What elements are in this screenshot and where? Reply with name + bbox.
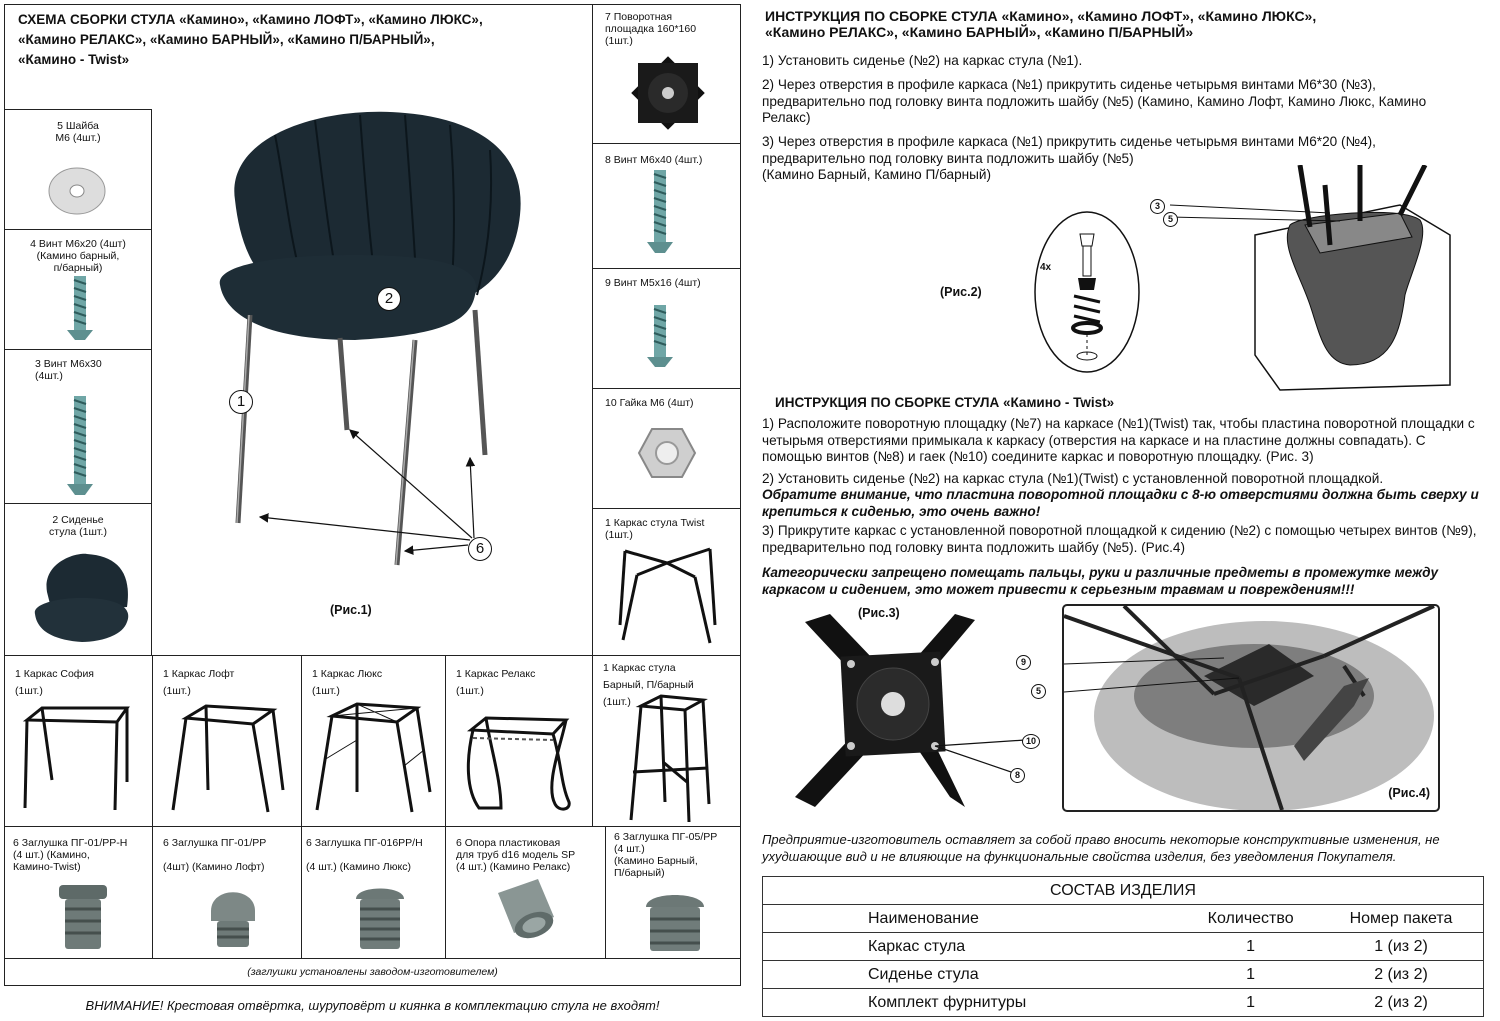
twist-step-1: 1) Расположите поворотную площадку (№7) на каркасе (№1)(Twist) так, чтобы пластина поворотной площадки с четырьмя отверстиями примыкала к каркасу (отверстия на каркасе и на пластине должны совпадать). С помощью винтов (№8) и гаек (№10) соедините каркас и поворотную площадку. (Рис. 3) (762, 416, 1475, 465)
part-cell-nut (592, 388, 741, 509)
row-name: Каркас стула (763, 933, 1183, 961)
frame-label-loft: 1 Каркас Лофт (1шт.) (163, 668, 235, 697)
plugs-note: (заглушки установлены заводом-изготовителем) (4, 958, 741, 986)
callout-plugs: 6 (468, 537, 492, 561)
callout-seat: 2 (377, 287, 401, 311)
fig4-caption: (Рис.4) (1388, 786, 1430, 800)
part-label-twist-frame: 1 Каркас стула Twist (1шт.) (605, 517, 705, 541)
part-cell-seat (4, 503, 152, 656)
fig2-qty: 4x (1040, 262, 1052, 273)
plug-icon (203, 881, 263, 951)
part-label-washer: 5 Шайба М6 (4шт.) (55, 120, 101, 144)
twist-frame-icon (615, 545, 720, 650)
step-1: 1) Установить сиденье (№2) на каркас стула (№1). (762, 53, 1083, 68)
part-label-screw-m6x40: 8 Винт М6х40 (4шт.) (605, 154, 703, 166)
attention-note: ВНИМАНИЕ! Крестовая отвёртка, шуруповёрт и киянка в комплектацию стула не входят! (85, 998, 660, 1013)
part-label-seat: 2 Сиденье стула (1шт.) (49, 514, 107, 538)
header-qty: Количество (1182, 905, 1319, 933)
fig3-caption: (Рис.3) (858, 606, 900, 620)
frame-sofia-icon (17, 700, 137, 815)
frame-cell-sofia (4, 655, 153, 827)
part-cell-screw-m6x30 (4, 349, 152, 504)
nut-icon (637, 425, 697, 481)
step-2: 2) Через отверстия в профиле каркаса (№1) прикрутить сиденье четырьмя винтами М6*30 (№3), предварительно под головку винта подложить шайбу (№5) (Камино, Камино Лофт, Камино Люкс, Камино Релакс) (762, 77, 1427, 126)
table-row (763, 933, 1484, 961)
part-cell-washer (4, 109, 152, 230)
step-3: 3) Через отверстия в профиле каркаса (№1) прикрутить сиденье четырьмя винтами М6*20 (№4), предварительно под головку винта подложить шайбу (№5) (Камино Барный, Камино П/барный) (762, 134, 1376, 183)
row-qty: 1 (1182, 961, 1319, 989)
fig4-illustration (1064, 606, 1438, 810)
header-package: Номер пакета (1319, 905, 1484, 933)
frame-cell-relax (445, 655, 593, 827)
fig2-label-5: 5 (1163, 212, 1178, 227)
plug-icon (53, 883, 113, 953)
frame-label-lux: 1 Каркас Люкс (1шт.) (312, 668, 383, 697)
row-package: 2 (из 2) (1319, 989, 1484, 1017)
header-name: Наименование (763, 905, 1183, 933)
fig2-caption: (Рис.2) (940, 285, 982, 299)
part-label-swivel-plate: 7 Поворотная площадка 160*160 (1шт.) (605, 11, 697, 47)
swivel-plate-icon (628, 53, 708, 133)
composition-table (762, 876, 1484, 1017)
plug-cell-1 (4, 826, 153, 959)
fig3-label-10: 10 (1022, 734, 1040, 749)
frame-cell-loft (152, 655, 302, 827)
part-label-screw-m6x30: 3 Винт М6х30 (4шт.) (35, 358, 102, 382)
row-qty: 1 (1182, 989, 1319, 1017)
frame-loft-icon (168, 700, 288, 820)
plug-cell-4 (445, 826, 606, 959)
fig4-label-5: 5 (1031, 684, 1046, 699)
frame-cell-lux (301, 655, 446, 827)
twist-step-2-warning: Обратите внимание, что пластина поворотной площадки с 8-ю отверстиями должна быть сверху и крепиться к сиденью, это очень важно! (762, 487, 1479, 519)
frame-relax-icon (461, 700, 581, 820)
twist-instruction-title: ИНСТРУКЦИЯ ПО СБОРКЕ СТУЛА «Камино - Twist» (775, 395, 1115, 410)
frame-label-relax: 1 Каркас Релакс (1шт.) (456, 668, 536, 697)
table-caption-row (763, 877, 1484, 905)
plug-label-2: 6 Заглушка ПГ-01/РР (4шт) (Камино Лофт) (163, 837, 267, 873)
manufacturer-disclaimer: Предприятие-изготовитель оставляет за собой право вносить некоторые конструктивные изменения, не ухудшающие вид и не влияющие на функциональные свойства изделия, без уведомления Покупателя. (762, 832, 1440, 864)
row-qty: 1 (1182, 933, 1319, 961)
row-package: 2 (из 2) (1319, 961, 1484, 989)
part-label-screw-m5x16: 9 Винт М5х16 (4шт) (605, 277, 701, 289)
part-cell-swivel-plate (592, 4, 741, 144)
row-name: Комплект фурнитуры (763, 989, 1183, 1017)
fig2-label-3: 3 (1150, 199, 1165, 214)
row-name: Сиденье стула (763, 961, 1183, 989)
part-cell-twist-frame (592, 508, 741, 657)
frame-cell-bar (592, 655, 741, 827)
plug-label-4: 6 Опора пластиковая для труб d16 модель SP (4 шт.) (Камино Релакс) (456, 837, 576, 873)
chair-illustration (155, 95, 585, 585)
plug-cell-5 (605, 826, 741, 959)
plug-icon (350, 883, 410, 953)
washer-icon (47, 165, 107, 215)
part-cell-screw-m6x40 (592, 143, 741, 269)
plug-label-5: 6 Заглушка ПГ-05/РР (4 шт.) (Камино Барный, П/барный) (614, 831, 718, 879)
fig2-detail (1030, 210, 1145, 375)
safety-warning: Категорически запрещено помещать пальцы, руки и различные предметы в промежутке между каркасом и сидением, это может привести к серьезным травмам и повреждениям!!! (762, 565, 1439, 597)
frame-label-sofia: 1 Каркас София (1шт.) (15, 668, 94, 697)
assembly-scheme-title: СХЕМА СБОРКИ СТУЛА «Камино», «Камино ЛОФТ», «Камино ЛЮКС», «Камино РЕЛАКС», «Камино БАРНЫЙ», «Камино П/БАРНЫЙ», «Камино - Twist» (18, 12, 483, 67)
table-row (763, 961, 1484, 989)
plug-cell-3 (301, 826, 446, 959)
twist-step-2: 2) Установить сиденье (№2) на каркас стула (№1)(Twist) с установленной поворотной площадкой. (762, 471, 1384, 486)
plug-cell-2 (152, 826, 302, 959)
fig4-frame (1062, 604, 1440, 812)
frame-label-bar: 1 Каркас стула Барный, П/барный (1шт.) (603, 662, 694, 708)
callout-frame: 1 (229, 390, 253, 414)
part-cell-screw-m6x20 (4, 229, 152, 350)
fig3-label-8: 8 (1010, 768, 1025, 783)
part-cell-screw-m5x16 (592, 268, 741, 389)
screw-icon (65, 394, 95, 500)
table-caption: СОСТАВ ИЗДЕЛИЯ (763, 877, 1484, 905)
plug-icon (642, 889, 708, 955)
plug-label-3: 6 Заглушка ПГ-016РР/Н (4 шт.) (Камино Люкс) (306, 837, 423, 873)
frame-bar-icon (623, 692, 718, 827)
plug-label-1: 6 Заглушка ПГ-01/РР-Н (4 шт.) (Камино, Камино-Twist) (13, 837, 128, 873)
screw-icon (645, 168, 675, 258)
row-package: 1 (из 2) (1319, 933, 1484, 961)
fig4-label-9: 9 (1016, 655, 1031, 670)
part-label-screw-m6x20: 4 Винт М6х20 (4шт) (Камино барный, п/барный) (30, 238, 126, 274)
frame-lux-icon (312, 700, 437, 820)
plug-icon (490, 873, 560, 953)
screw-icon (65, 274, 95, 344)
twist-step-3: 3) Прикрутите каркас с установленной поворотной площадкой к сидению (№2) с помощью четырех винтов (№9), предварительно под головку винта подложить шайбу (№5). (Рис.4) (762, 523, 1477, 555)
part-label-nut: 10 Гайка М6 (4шт) (605, 397, 694, 409)
fig2-chair-bottom (1150, 165, 1490, 395)
seat-icon (27, 552, 137, 647)
fig1-caption: (Рис.1) (330, 603, 372, 617)
screw-icon (645, 303, 675, 373)
table-header-row (763, 905, 1484, 933)
table-row (763, 989, 1484, 1017)
instruction-title: ИНСТРУКЦИЯ ПО СБОРКЕ СТУЛА «Камино», «Камино ЛОФТ», «Камино ЛЮКС», «Камино РЕЛАКС», «Камино БАРНЫЙ», «Камино П/БАРНЫЙ» (765, 8, 1317, 40)
